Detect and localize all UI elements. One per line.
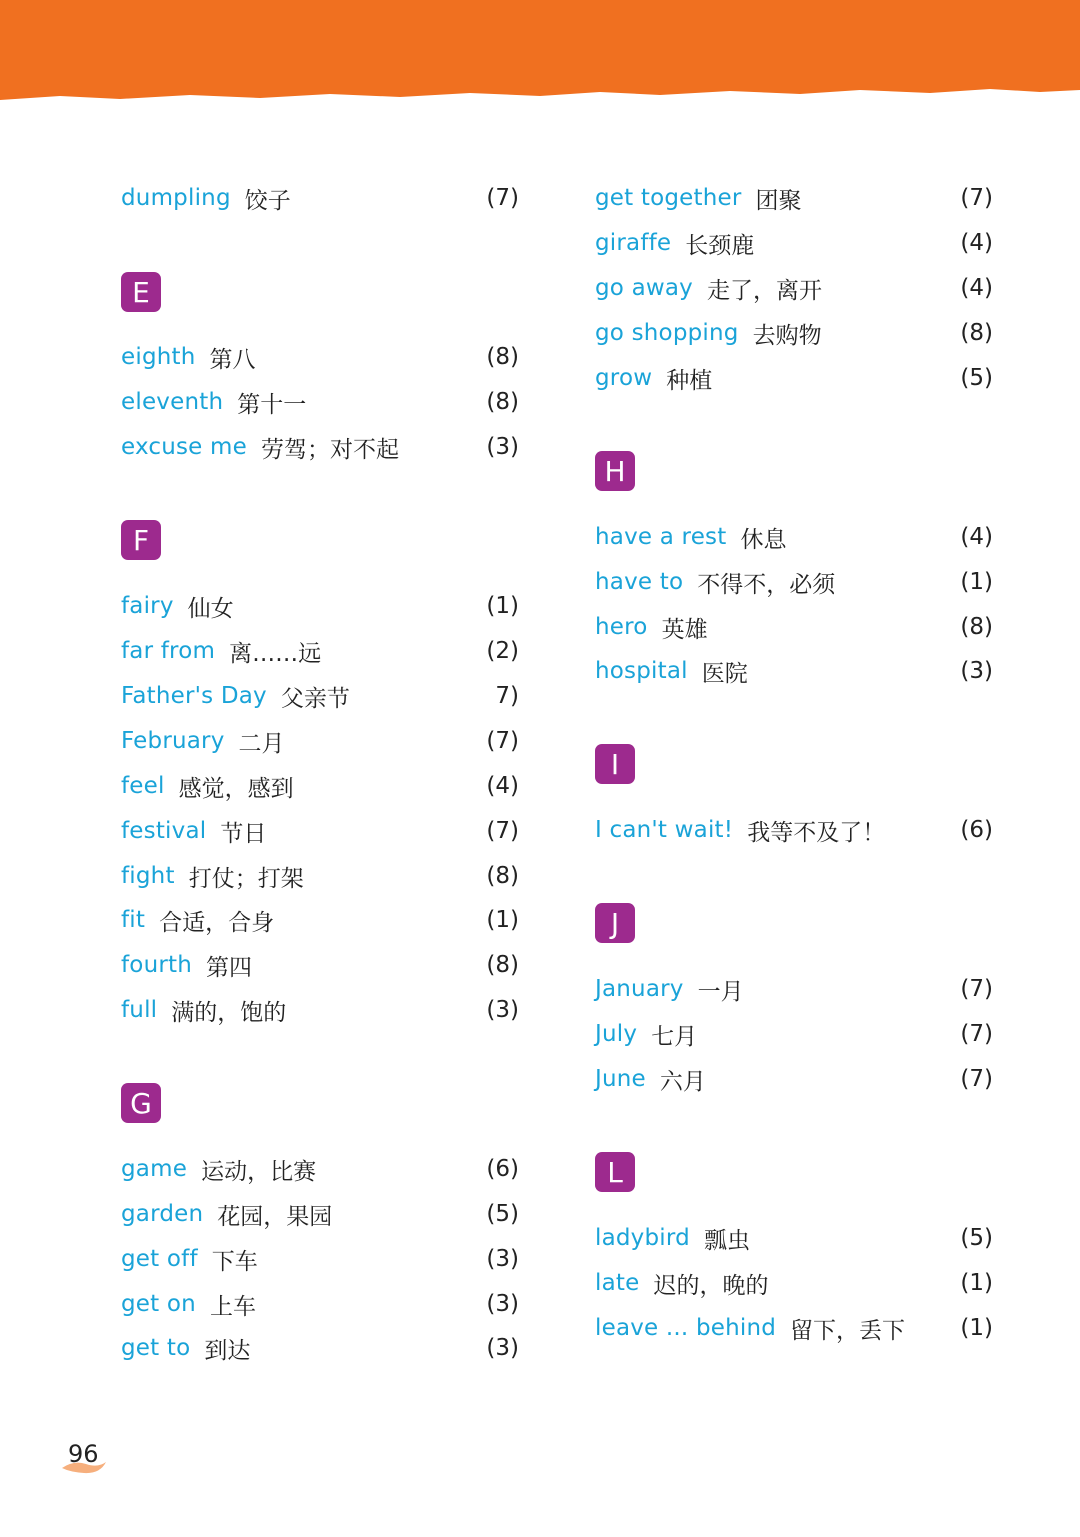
entry-chinese: 上车	[209, 1293, 256, 1320]
entry-unit: (8)	[960, 614, 993, 640]
index-entry	[595, 356, 993, 400]
entry-chinese: 打仗；打架	[188, 865, 304, 892]
index-entry	[121, 1147, 519, 1191]
index-entry	[595, 808, 993, 852]
letter-heading-l: L	[595, 1152, 635, 1192]
index-entry	[121, 1282, 519, 1326]
entry-english: I can't wait!	[595, 817, 734, 843]
entry-unit: (5)	[960, 365, 993, 391]
entry-unit: (8)	[486, 389, 519, 415]
index-entry	[121, 943, 519, 987]
entry-english: garden	[121, 1201, 204, 1227]
entry-unit: (3)	[486, 1246, 519, 1272]
entry-english: have to	[595, 569, 684, 595]
entry-chinese: 第八	[209, 346, 256, 373]
index-entry	[121, 629, 519, 673]
entry-chinese: 一月	[697, 978, 744, 1005]
entry-english: get to	[121, 1335, 191, 1361]
entry-chinese: 瓢虫	[703, 1227, 750, 1254]
entry-english: February	[121, 728, 225, 754]
index-entry	[595, 649, 993, 693]
entry-english: late	[595, 1270, 640, 1296]
header-banner	[0, 0, 1080, 110]
index-entry	[121, 335, 519, 379]
entry-chinese: 我等不及了！	[747, 819, 886, 846]
entry-chinese: 下车	[211, 1248, 258, 1275]
entry-chinese: 二月	[238, 730, 285, 757]
index-entry	[595, 967, 993, 1011]
index-entry	[121, 898, 519, 942]
entry-unit: (3)	[486, 997, 519, 1023]
entry-unit: (4)	[960, 524, 993, 550]
entry-english: get on	[121, 1291, 196, 1317]
entry-unit: (7)	[960, 1066, 993, 1092]
entry-unit: (4)	[486, 773, 519, 799]
entry-unit: (2)	[486, 638, 519, 664]
entry-english: fit	[121, 907, 146, 933]
entry-chinese: 离……远	[229, 640, 322, 667]
index-entry	[121, 809, 519, 853]
entry-english: get off	[121, 1246, 198, 1272]
entry-english: July	[595, 1021, 638, 1047]
letter-heading-i: I	[595, 744, 635, 784]
entry-english: ladybird	[595, 1225, 690, 1251]
entry-chinese: 到达	[204, 1337, 251, 1364]
index-entry	[121, 1326, 519, 1370]
entry-chinese: 休息	[740, 526, 787, 553]
entry-unit: (7)	[486, 728, 519, 754]
entry-chinese: 英雄	[661, 616, 708, 643]
entry-english: leave ... behind	[595, 1315, 777, 1341]
entry-chinese: 团聚	[755, 187, 802, 214]
letter-heading-f: F	[121, 520, 161, 560]
entry-chinese: 满的，饱的	[171, 999, 287, 1026]
entry-english: get together	[595, 185, 742, 211]
entry-english: full	[121, 997, 158, 1023]
entry-english: hero	[595, 614, 648, 640]
entry-chinese: 合适，合身	[159, 909, 275, 936]
entry-unit: (5)	[486, 1201, 519, 1227]
entry-chinese: 第十一	[237, 391, 307, 418]
entry-english: hospital	[595, 658, 688, 684]
index-entry	[595, 605, 993, 649]
index-entry	[595, 311, 993, 355]
index-entry	[121, 584, 519, 628]
entry-english: eleventh	[121, 389, 224, 415]
entry-unit: (5)	[960, 1225, 993, 1251]
entry-chinese: 不得不，必须	[697, 571, 836, 598]
index-entry	[121, 1237, 519, 1281]
entry-unit: (3)	[960, 658, 993, 684]
entry-english: far from	[121, 638, 216, 664]
entry-unit: (1)	[486, 907, 519, 933]
entry-unit: 7)	[495, 683, 519, 709]
entry-english: feel	[121, 773, 165, 799]
entry-unit: (6)	[960, 817, 993, 843]
entry-unit: (7)	[486, 185, 519, 211]
letter-heading-j: J	[595, 903, 635, 943]
entry-unit: (8)	[486, 952, 519, 978]
entry-unit: (8)	[486, 863, 519, 889]
entry-unit: (4)	[960, 230, 993, 256]
index-entry	[595, 176, 993, 220]
index-entry	[121, 764, 519, 808]
entry-english: eighth	[121, 344, 196, 370]
entry-chinese: 七月	[651, 1023, 698, 1050]
entry-english: festival	[121, 818, 207, 844]
entry-unit: (3)	[486, 1335, 519, 1361]
index-entry	[121, 1192, 519, 1236]
index-entry	[595, 515, 993, 559]
entry-english: fight	[121, 863, 175, 889]
entry-unit: (8)	[960, 320, 993, 346]
index-entry	[121, 988, 519, 1032]
entry-unit: (7)	[486, 818, 519, 844]
entry-chinese: 饺子	[244, 187, 291, 214]
entry-english: fourth	[121, 952, 192, 978]
index-entry	[595, 221, 993, 265]
entry-unit: (1)	[960, 1270, 993, 1296]
entry-chinese: 仙女	[187, 595, 234, 622]
letter-heading-e: E	[121, 272, 161, 312]
entry-chinese: 第四	[206, 954, 252, 981]
index-entry	[595, 266, 993, 310]
entry-english: go shopping	[595, 320, 739, 346]
entry-unit: (7)	[960, 185, 993, 211]
page-number: 96	[68, 1440, 99, 1468]
entry-unit: (7)	[960, 1021, 993, 1047]
entry-chinese: 长颈鹿	[685, 232, 755, 259]
entry-english: grow	[595, 365, 653, 391]
entry-chinese: 种植	[666, 367, 713, 394]
index-entry	[595, 1261, 993, 1305]
entry-english: Father's Day	[121, 683, 267, 709]
index-entry	[121, 425, 519, 469]
entry-chinese: 劳驾；对不起	[260, 436, 399, 463]
index-entry	[595, 1057, 993, 1101]
entry-chinese: 走了，离开	[707, 277, 822, 304]
index-entry	[121, 854, 519, 898]
entry-english: fairy	[121, 593, 174, 619]
entry-english: giraffe	[595, 230, 672, 256]
entry-chinese: 父亲节	[280, 685, 350, 712]
entry-unit: (1)	[960, 569, 993, 595]
entry-chinese: 花园，果园	[217, 1203, 333, 1230]
entry-unit: (8)	[486, 344, 519, 370]
entry-english: dumpling	[121, 185, 231, 211]
entry-unit: (4)	[960, 275, 993, 301]
entry-chinese: 节日	[220, 820, 267, 847]
entry-unit: (6)	[486, 1156, 519, 1182]
entry-english: June	[595, 1066, 646, 1092]
index-entry	[121, 674, 519, 718]
index-entry	[595, 1012, 993, 1056]
entry-unit: (3)	[486, 434, 519, 460]
entry-english: excuse me	[121, 434, 247, 460]
entry-english: have a rest	[595, 524, 727, 550]
entry-chinese: 去购物	[752, 322, 822, 349]
entry-chinese: 医院	[701, 660, 748, 687]
entry-english: game	[121, 1156, 188, 1182]
index-entry	[121, 380, 519, 424]
index-entry	[121, 719, 519, 763]
letter-heading-g: G	[121, 1083, 161, 1123]
entry-chinese: 运动，比赛	[201, 1158, 317, 1185]
index-entry	[121, 176, 519, 220]
index-entry	[595, 1216, 993, 1260]
entry-unit: (1)	[486, 593, 519, 619]
index-entry	[595, 560, 993, 604]
entry-english: January	[595, 976, 684, 1002]
entry-chinese: 六月	[659, 1068, 706, 1095]
entry-english: go away	[595, 275, 693, 301]
entry-unit: (1)	[960, 1315, 993, 1341]
entry-unit: (7)	[960, 976, 993, 1002]
entry-chinese: 感觉，感到	[178, 775, 294, 802]
entry-chinese: 留下，丢下	[790, 1317, 906, 1344]
entry-unit: (3)	[486, 1291, 519, 1317]
letter-heading-h: H	[595, 451, 635, 491]
entry-chinese: 迟的，晚的	[653, 1272, 769, 1299]
index-entry	[595, 1306, 993, 1350]
